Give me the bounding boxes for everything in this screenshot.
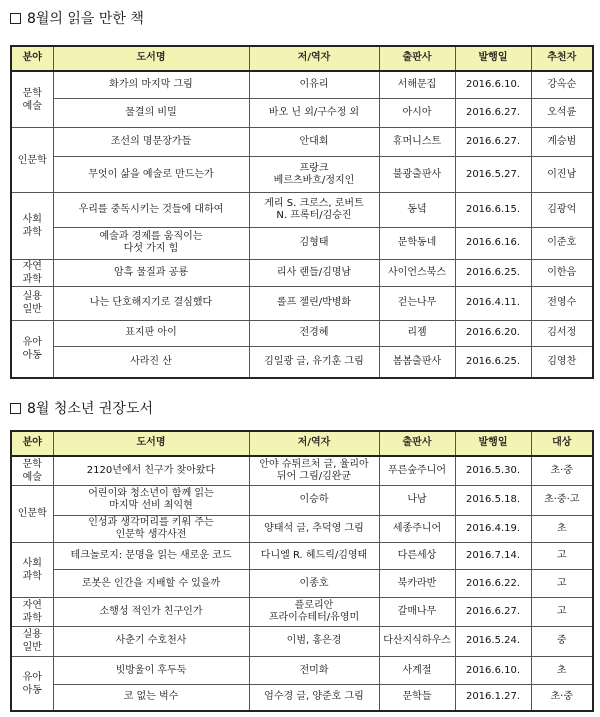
book-author: 리사 랜들/김명남 (249, 259, 379, 287)
book-title: 인성과 생각머리를 키워 주는 인문학 생각사전 (53, 516, 249, 543)
book-author: 바오 닌 외/구수정 외 (249, 99, 379, 128)
book-date: 2016.6.10. (455, 71, 531, 99)
book-recommender: 고 (531, 542, 593, 570)
section1-title-text: 8월의 읽을 만한 책 (27, 11, 144, 27)
book-title: 예술과 경제를 움직이는 다섯 가지 힘 (53, 228, 249, 259)
book-date: 2016.6.15. (455, 193, 531, 228)
book-author: 안대회 (249, 128, 379, 157)
book-date: 2016.6.22. (455, 570, 531, 598)
header-recommender: 대상 (531, 431, 593, 456)
book-publisher: 나남 (379, 485, 455, 516)
book-publisher: 서해문집 (379, 71, 455, 99)
book-title: 암흑 물질과 공룡 (53, 259, 249, 287)
book-publisher: 푸른숲주니어 (379, 456, 455, 486)
book-recommender: 강옥순 (531, 71, 593, 99)
category-cell: 문학 예술 (11, 456, 53, 486)
category-cell: 실용 일반 (11, 626, 53, 657)
book-author: 이승하 (249, 485, 379, 516)
book-date: 2016.6.25. (455, 347, 531, 378)
book-date: 2016.4.19. (455, 516, 531, 543)
table-row (11, 347, 593, 378)
book-recommender: 초 (531, 516, 593, 543)
book-publisher: 동녘 (379, 193, 455, 228)
book-publisher: 갈매나무 (379, 598, 455, 627)
book-publisher: 다산지식하우스 (379, 626, 455, 657)
book-title: 코 없는 벅수 (53, 684, 249, 711)
book-recommender: 이진남 (531, 157, 593, 193)
book-recommender: 이준호 (531, 228, 593, 259)
book-title: 사춘기 수호천사 (53, 626, 249, 657)
table-row (11, 99, 593, 128)
checkbox-square-icon (10, 13, 21, 24)
table-row (11, 287, 593, 320)
book-recommender: 중 (531, 626, 593, 657)
section2-title (10, 396, 153, 420)
header-date: 발행일 (455, 431, 531, 456)
book-title: 물결의 비밀 (53, 99, 249, 128)
book-author: 다니엘 R. 헤드릭/김영태 (249, 542, 379, 570)
book-publisher: 휴머니스트 (379, 128, 455, 157)
section2-title-text: 8월 청소년 권장도서 (27, 401, 153, 417)
header-date: 발행일 (455, 46, 531, 71)
book-author: 엄수경 글, 양준호 그림 (249, 684, 379, 711)
category-cell: 유아 아동 (11, 320, 53, 378)
book-title: 화가의 마지막 그림 (53, 71, 249, 99)
book-title: 소행성 적인가 친구인가 (53, 598, 249, 627)
category-cell: 실용 일반 (11, 287, 53, 320)
book-date: 2016.6.27. (455, 128, 531, 157)
book-author: 이범, 홍은경 (249, 626, 379, 657)
book-author: 게리 S. 크로스, 로버트 N. 프록터/김승진 (249, 193, 379, 228)
category-cell: 인문학 (11, 485, 53, 542)
book-recommender: 이한음 (531, 259, 593, 287)
book-recommender: 김광억 (531, 193, 593, 228)
book-author: 전미화 (249, 657, 379, 685)
book-author: 전경혜 (249, 320, 379, 347)
book-title: 사라진 산 (53, 347, 249, 378)
table-row (11, 157, 593, 193)
book-recommender: 전영수 (531, 287, 593, 320)
table-header-row (11, 46, 593, 71)
table-row (11, 128, 593, 157)
book-recommender: 김서정 (531, 320, 593, 347)
table-row (11, 259, 593, 287)
book-title: 조선의 명문장가들 (53, 128, 249, 157)
header-title: 도서명 (53, 431, 249, 456)
book-author: 양태석 글, 추덕영 그림 (249, 516, 379, 543)
table-row (11, 193, 593, 228)
table-row (11, 516, 593, 543)
book-publisher: 걷는나무 (379, 287, 455, 320)
book-author: 김일광 글, 유기훈 그림 (249, 347, 379, 378)
section2-table (10, 430, 594, 712)
book-recommender: 초·중 (531, 456, 593, 486)
book-author: 롤프 젤린/박병화 (249, 287, 379, 320)
book-date: 2016.5.30. (455, 456, 531, 486)
table-row (11, 456, 593, 486)
book-title: 2120년에서 친구가 찾아왔다 (53, 456, 249, 486)
book-publisher: 사이언스북스 (379, 259, 455, 287)
table-row (11, 598, 593, 627)
book-recommender: 초·중 (531, 684, 593, 711)
book-date: 2016.7.14. (455, 542, 531, 570)
book-title: 로봇은 인간을 지배할 수 있을까 (53, 570, 249, 598)
header-category: 분야 (11, 431, 53, 456)
category-cell: 사회 과학 (11, 193, 53, 259)
book-publisher: 사계절 (379, 657, 455, 685)
book-date: 2016.6.25. (455, 259, 531, 287)
book-publisher: 리젬 (379, 320, 455, 347)
book-date: 2016.5.24. (455, 626, 531, 657)
book-author: 이유리 (249, 71, 379, 99)
category-cell: 자연 과학 (11, 259, 53, 287)
section1-title (10, 6, 144, 30)
section1-table (10, 45, 594, 379)
book-publisher: 아시아 (379, 99, 455, 128)
book-recommender: 김영찬 (531, 347, 593, 378)
header-title: 도서명 (53, 46, 249, 71)
header-publisher: 출판사 (379, 431, 455, 456)
header-recommender: 추천자 (531, 46, 593, 71)
table-row (11, 570, 593, 598)
book-publisher: 문학들 (379, 684, 455, 711)
category-cell: 문학 예술 (11, 71, 53, 128)
book-date: 2016.5.27. (455, 157, 531, 193)
table-row (11, 485, 593, 516)
book-recommender: 계승범 (531, 128, 593, 157)
table-row (11, 684, 593, 711)
book-publisher: 문학동네 (379, 228, 455, 259)
header-category: 분야 (11, 46, 53, 71)
book-date: 2016.6.27. (455, 99, 531, 128)
book-title: 테크놀로지: 문명을 읽는 새로운 코드 (53, 542, 249, 570)
book-author: 이종호 (249, 570, 379, 598)
book-recommender: 초 (531, 657, 593, 685)
checkbox-square-icon (10, 403, 21, 414)
header-author: 저/역자 (249, 431, 379, 456)
book-author: 프랑크 베르츠바흐/정지인 (249, 157, 379, 193)
book-publisher: 세종주니어 (379, 516, 455, 543)
category-cell: 인문학 (11, 128, 53, 193)
book-recommender: 오석륜 (531, 99, 593, 128)
book-publisher: 봄봄출판사 (379, 347, 455, 378)
book-publisher: 불광출판사 (379, 157, 455, 193)
table-header-row (11, 431, 593, 456)
book-publisher: 다른세상 (379, 542, 455, 570)
book-title: 우리를 중독시키는 것들에 대하여 (53, 193, 249, 228)
book-date: 2016.5.18. (455, 485, 531, 516)
book-title: 나는 단호해지기로 결심했다 (53, 287, 249, 320)
book-date: 2016.6.16. (455, 228, 531, 259)
table-row (11, 71, 593, 99)
book-date: 2016.4.11. (455, 287, 531, 320)
table-row (11, 542, 593, 570)
book-publisher: 북카라반 (379, 570, 455, 598)
book-recommender: 초·중·고 (531, 485, 593, 516)
header-author: 저/역자 (249, 46, 379, 71)
table-row (11, 228, 593, 259)
category-cell: 자연 과학 (11, 598, 53, 627)
book-recommender: 고 (531, 598, 593, 627)
category-cell: 유아 아동 (11, 657, 53, 711)
book-author: 김형태 (249, 228, 379, 259)
book-date: 2016.1.27. (455, 684, 531, 711)
book-date: 2016.6.27. (455, 598, 531, 627)
book-title: 무엇이 삶을 예술로 만드는가 (53, 157, 249, 193)
table-row (11, 320, 593, 347)
header-publisher: 출판사 (379, 46, 455, 71)
book-date: 2016.6.20. (455, 320, 531, 347)
book-title: 어린이와 청소년이 함께 읽는 마지막 선비 최익현 (53, 485, 249, 516)
book-title: 빗방울이 후두둑 (53, 657, 249, 685)
table-row (11, 626, 593, 657)
book-author: 안야 슈튀르처 글, 율리아 뒤어 그림/김완균 (249, 456, 379, 486)
book-date: 2016.6.10. (455, 657, 531, 685)
book-author: 플로리안 프라이슈테터/유영미 (249, 598, 379, 627)
table-row (11, 657, 593, 685)
book-title: 표지판 아이 (53, 320, 249, 347)
book-recommender: 고 (531, 570, 593, 598)
category-cell: 사회 과학 (11, 542, 53, 597)
